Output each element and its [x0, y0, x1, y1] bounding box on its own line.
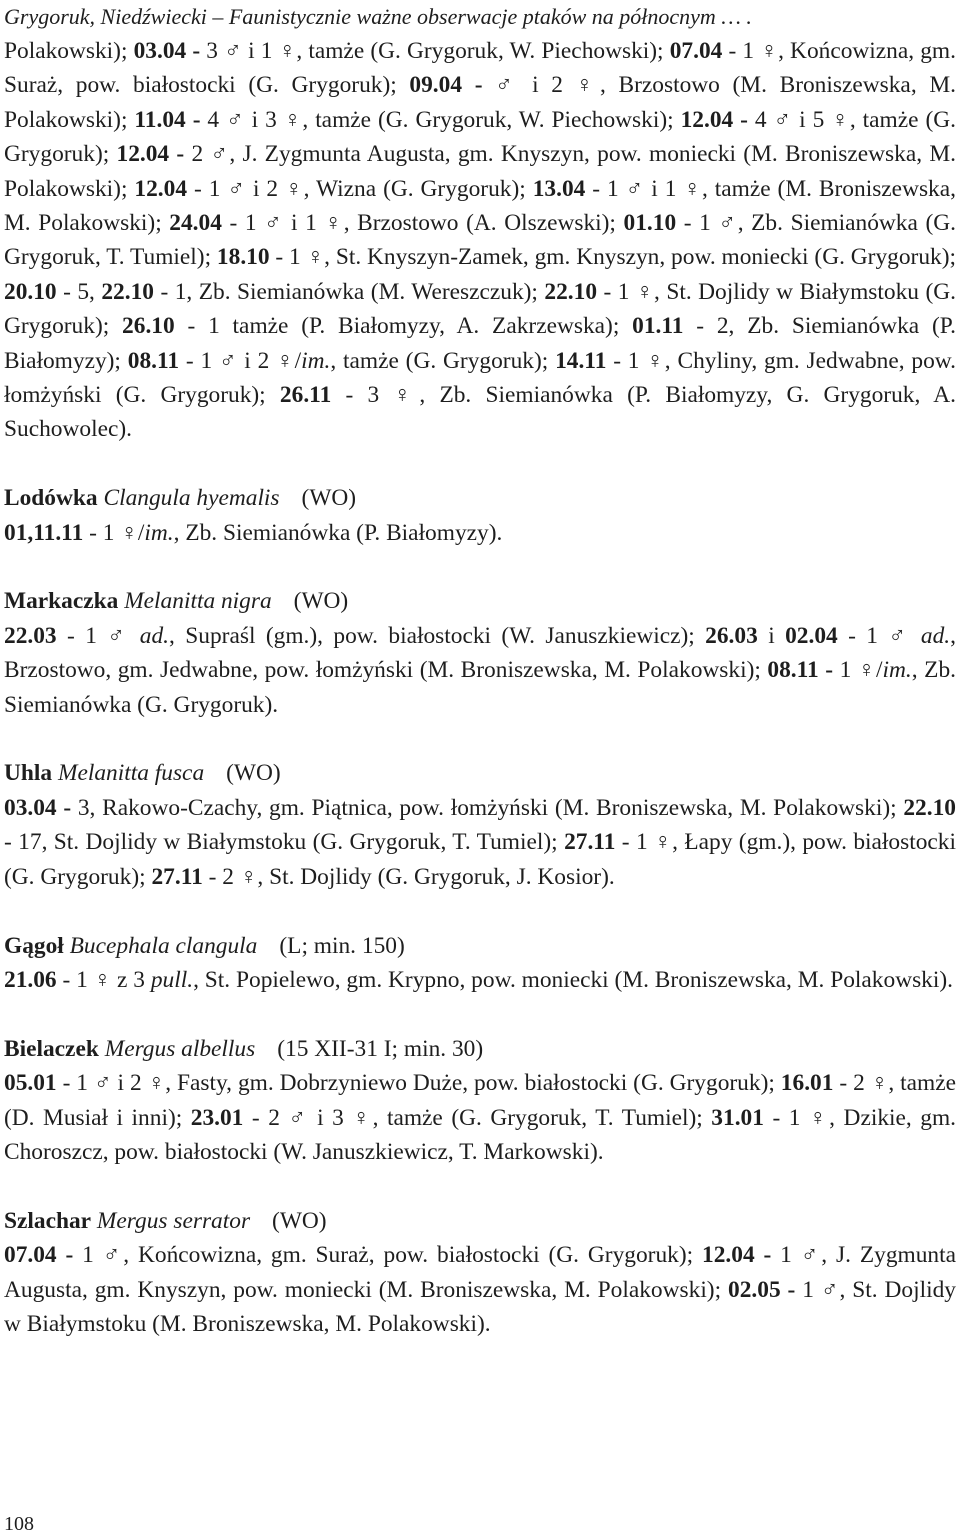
- record-date: 07.04 -: [4, 1242, 74, 1269]
- record-text: , St. Popielewo, gm. Krypno, pow. moniecki (M. Broniszewska, M. Polakowski).: [193, 966, 954, 993]
- record-date: 07.04: [669, 38, 723, 64]
- record-date: 26.11: [279, 382, 332, 409]
- record-date: 05.01: [4, 1070, 57, 1097]
- species-heading: [4, 1032, 956, 1066]
- record-abbrev: pull.: [150, 966, 194, 993]
- species-latin-name: Mergus serrator: [96, 1207, 251, 1234]
- record-text: 3, Rakowo-Czachy, gm. Piątnica, pow. łomżyński (M. Broniszewska, M. Polakowski);: [71, 794, 904, 821]
- record-date: 24.04: [169, 210, 222, 237]
- record-date: 12.04: [134, 175, 188, 202]
- record-date: 03.04 -: [4, 794, 72, 821]
- species-status: (15 XII-31 I; min. 30): [277, 1035, 484, 1062]
- record-date: 27.11: [151, 863, 203, 890]
- record-date: 08.11: [127, 347, 180, 374]
- record-text: - 1 ♂: [837, 622, 921, 649]
- record-date: 22.10: [903, 794, 956, 821]
- record-text: 1 ♂, J. Zygmunta Augusta, gm. Knyszyn, pow. moniecki (M. Broniszewska, M. Polakowski);: [4, 1242, 956, 1303]
- record-text: - 1 ♂, Zb. Siemianówka (G. Grygoruk, T. Tumiel);: [4, 210, 957, 271]
- record-date: 09.04 -: [409, 72, 483, 99]
- record-text: 1 ♂, Końcowizna, gm. Suraż, pow. białostocki (G. Grygoruk);: [73, 1242, 703, 1269]
- record-text: - 1 ♀, Dzikie, gm. Choroszcz, pow. białostocki (W. Januszkiewicz, T. Markowski).: [4, 1104, 956, 1165]
- species-latin-name: Mergus albellus: [104, 1035, 256, 1062]
- record-date: 01.11: [632, 313, 684, 340]
- species-entry-clangula-hyemalis: [4, 481, 956, 550]
- species-record: [4, 1066, 956, 1169]
- record-text: - 1 ♂ i 1 ♀, tamże (M. Broniszewska, M. Polakowski);: [4, 175, 956, 237]
- record-abbrev: ad.: [920, 622, 951, 649]
- record-date: 02.04: [785, 622, 838, 649]
- species-record: [4, 619, 956, 722]
- record-text: - 1 ♂ i 2 ♀/: [179, 347, 302, 374]
- species-status: (WO): [272, 1207, 327, 1234]
- record-date: 12.04 -: [702, 1242, 772, 1269]
- record-text: , Zb. Siemianówka (G. Grygoruk).: [4, 657, 956, 718]
- species-polish-name: Szlachar: [4, 1207, 92, 1234]
- record-date: 01,11.11: [4, 519, 84, 546]
- record-text: 2 ♂, J. Zygmunta Augusta, gm. Knyszyn, pow. moniecki (M. Broniszewska, M. Polakowski);: [4, 141, 956, 202]
- species-status: (L; min. 150): [279, 932, 405, 959]
- record-text: - 1 ♀/: [83, 519, 145, 546]
- species-latin-name: Melanitta fusca: [57, 760, 205, 787]
- record-text: - 2 ♀, St. Dojlidy (G. Grygoruk, J. Kosior).: [202, 863, 615, 890]
- species-record: [4, 1238, 956, 1341]
- species-latin-name: Melanitta nigra: [124, 588, 272, 615]
- record-text: 1 ♀/: [833, 657, 883, 684]
- species-heading: [4, 584, 956, 618]
- record-text: - 17, St. Dojlidy w Białymstoku (G. Grygoruk, T. Tumiel);: [4, 829, 565, 856]
- record-text: - 1 ♀, Chyliny, gm. Jedwabne, pow. łomżyński (G. Grygoruk);: [4, 347, 957, 409]
- record-date: 20.10: [4, 278, 57, 305]
- species-record: [4, 963, 956, 997]
- record-date: 18.10: [216, 244, 270, 271]
- running-header: Grygoruk, Niedźwiecki – Faunistycznie ważne obserwacje ptaków na północnym … .: [4, 4, 752, 29]
- record-text: , Supraśl (gm.), pow. białostocki (W. Januszkiewicz);: [169, 622, 706, 649]
- species-status: (WO): [293, 588, 349, 615]
- record-date: 26.10: [122, 313, 175, 340]
- record-text: - 1 ♀, St. Knyszyn-Zamek, gm. Knyszyn, pow. moniecki (G. Grygoruk);: [269, 244, 957, 271]
- page-body: [4, 34, 956, 1341]
- record-text: - 2 ♀, tamże (D. Musiał i inni);: [4, 1070, 956, 1131]
- species-heading: [4, 481, 956, 515]
- record-text: 4 ♂ i 3 ♀, tamże (G. Grygoruk, W. Piechowski);: [200, 106, 681, 133]
- record-date: 12.04 -: [116, 141, 185, 168]
- species-polish-name: Uhla: [4, 760, 53, 787]
- record-date: 02.05 -: [728, 1276, 796, 1303]
- record-text: - 3 ♀, Zb. Siemianówka (P. Białomyzy, G. Grygoruk, A. Suchowolec).: [4, 382, 957, 443]
- record-date: 12.04 -: [680, 106, 748, 133]
- page-number: 108: [4, 1513, 34, 1535]
- record-date: 01.10: [623, 210, 677, 237]
- species-entry-melanitta-nigra: [4, 584, 956, 722]
- record-date: 23.01: [190, 1104, 244, 1131]
- species-latin-name: Bucephala clangula: [69, 932, 258, 959]
- species-entry-mergus-serrator: [4, 1204, 956, 1342]
- record-text: - 5,: [56, 278, 102, 305]
- record-text: 4 ♂ i 5 ♀, tamże (G. Grygoruk);: [4, 106, 956, 168]
- record-text: - 1 ♂: [56, 622, 140, 649]
- record-text: 1 ♂, St. Dojlidy w Białymstoku (M. Broniszewska, M. Polakowski).: [4, 1276, 956, 1337]
- record-date: 22.10: [101, 278, 154, 305]
- record-text: - 2, Zb. Siemianówka (P. Białomyzy);: [4, 313, 957, 374]
- record-abbrev: im.: [882, 657, 912, 684]
- species-polish-name: Markaczka: [4, 588, 119, 615]
- species-polish-name: Lodówka: [4, 485, 98, 512]
- record-text: - 1 ♀ z 3: [56, 966, 151, 993]
- record-date: 21.06: [4, 966, 57, 993]
- species-entry-mergus-albellus: [4, 1032, 956, 1170]
- record-date: 27.11: [564, 829, 616, 856]
- species-record: [4, 516, 956, 550]
- record-text: ♂ i 2 ♀, Brzostowo (M. Broniszewska, M. Polakowski);: [4, 72, 956, 133]
- record-text: - 1 ♀, Końcowizna, gm. Suraż, pow. białostocki (G. Grygoruk);: [4, 38, 956, 99]
- species-entry-melanitta-fusca: [4, 756, 956, 894]
- record-date: 22.03: [4, 622, 57, 649]
- record-text: - 1 ♂ i 2 ♀, Wizna (G. Grygoruk);: [187, 175, 533, 202]
- record-date: 31.01: [711, 1104, 764, 1131]
- species-entry-bucephala-clangula: [4, 929, 956, 998]
- continuation-paragraph: [4, 34, 956, 447]
- record-abbrev: im.: [301, 347, 331, 374]
- species-status: (WO): [301, 485, 357, 512]
- species-status: (WO): [226, 760, 281, 787]
- record-date: 08.11 -: [767, 657, 834, 684]
- record-text: Polakowski);: [4, 38, 134, 64]
- record-text: , Zb. Siemianówka (P. Białomyzy).: [173, 519, 503, 546]
- record-date: 14.11: [555, 347, 607, 374]
- record-text: - 1 ♀, St. Dojlidy w Białymstoku (G. Grygoruk);: [4, 278, 956, 340]
- record-text: i: [757, 622, 786, 649]
- record-abbrev: im.: [144, 519, 174, 546]
- record-date: 11.04 -: [134, 106, 201, 133]
- record-text: - 1, Zb. Siemianówka (M. Wereszczuk);: [154, 278, 545, 305]
- record-text: - 1 ♀, Łapy (gm.), pow. białostocki (G. Grygoruk);: [4, 829, 956, 890]
- record-text: - 2 ♂ i 3 ♀, tamże (G. Grygoruk, T. Tumiel);: [243, 1104, 712, 1131]
- record-date: 26.03: [705, 622, 758, 649]
- species-polish-name: Gągoł: [4, 932, 64, 959]
- species-heading: [4, 929, 956, 963]
- species-polish-name: Bielaczek: [4, 1035, 99, 1062]
- record-text: 3 ♂ i 1 ♀, tamże (G. Grygoruk, W. Piechowski);: [200, 38, 670, 64]
- record-text: - 1 tamże (P. Białomyzy, A. Zakrzewska);: [174, 313, 633, 340]
- species-heading: [4, 1204, 956, 1238]
- record-text: - 1 ♂ i 1 ♀, Brzostowo (A. Olszewski);: [221, 210, 624, 237]
- record-text: - 1 ♂ i 2 ♀, Fasty, gm. Dobrzyniewo Duże, pow. białostocki (G. Grygoruk);: [56, 1070, 781, 1097]
- record-text: , tamże (G. Grygoruk);: [330, 347, 556, 374]
- species-record: [4, 791, 956, 894]
- record-date: 13.04: [532, 175, 586, 202]
- record-date: 03.04 -: [133, 38, 201, 64]
- record-date: 22.10: [544, 278, 598, 305]
- species-latin-name: Clangula hyemalis: [103, 485, 280, 512]
- record-text: , Brzostowo, gm. Jedwabne, pow. łomżyński (M. Broniszewska, M. Polakowski);: [4, 622, 956, 684]
- species-heading: [4, 756, 956, 790]
- record-abbrev: ad.: [139, 622, 170, 649]
- record-date: 16.01: [780, 1070, 834, 1097]
